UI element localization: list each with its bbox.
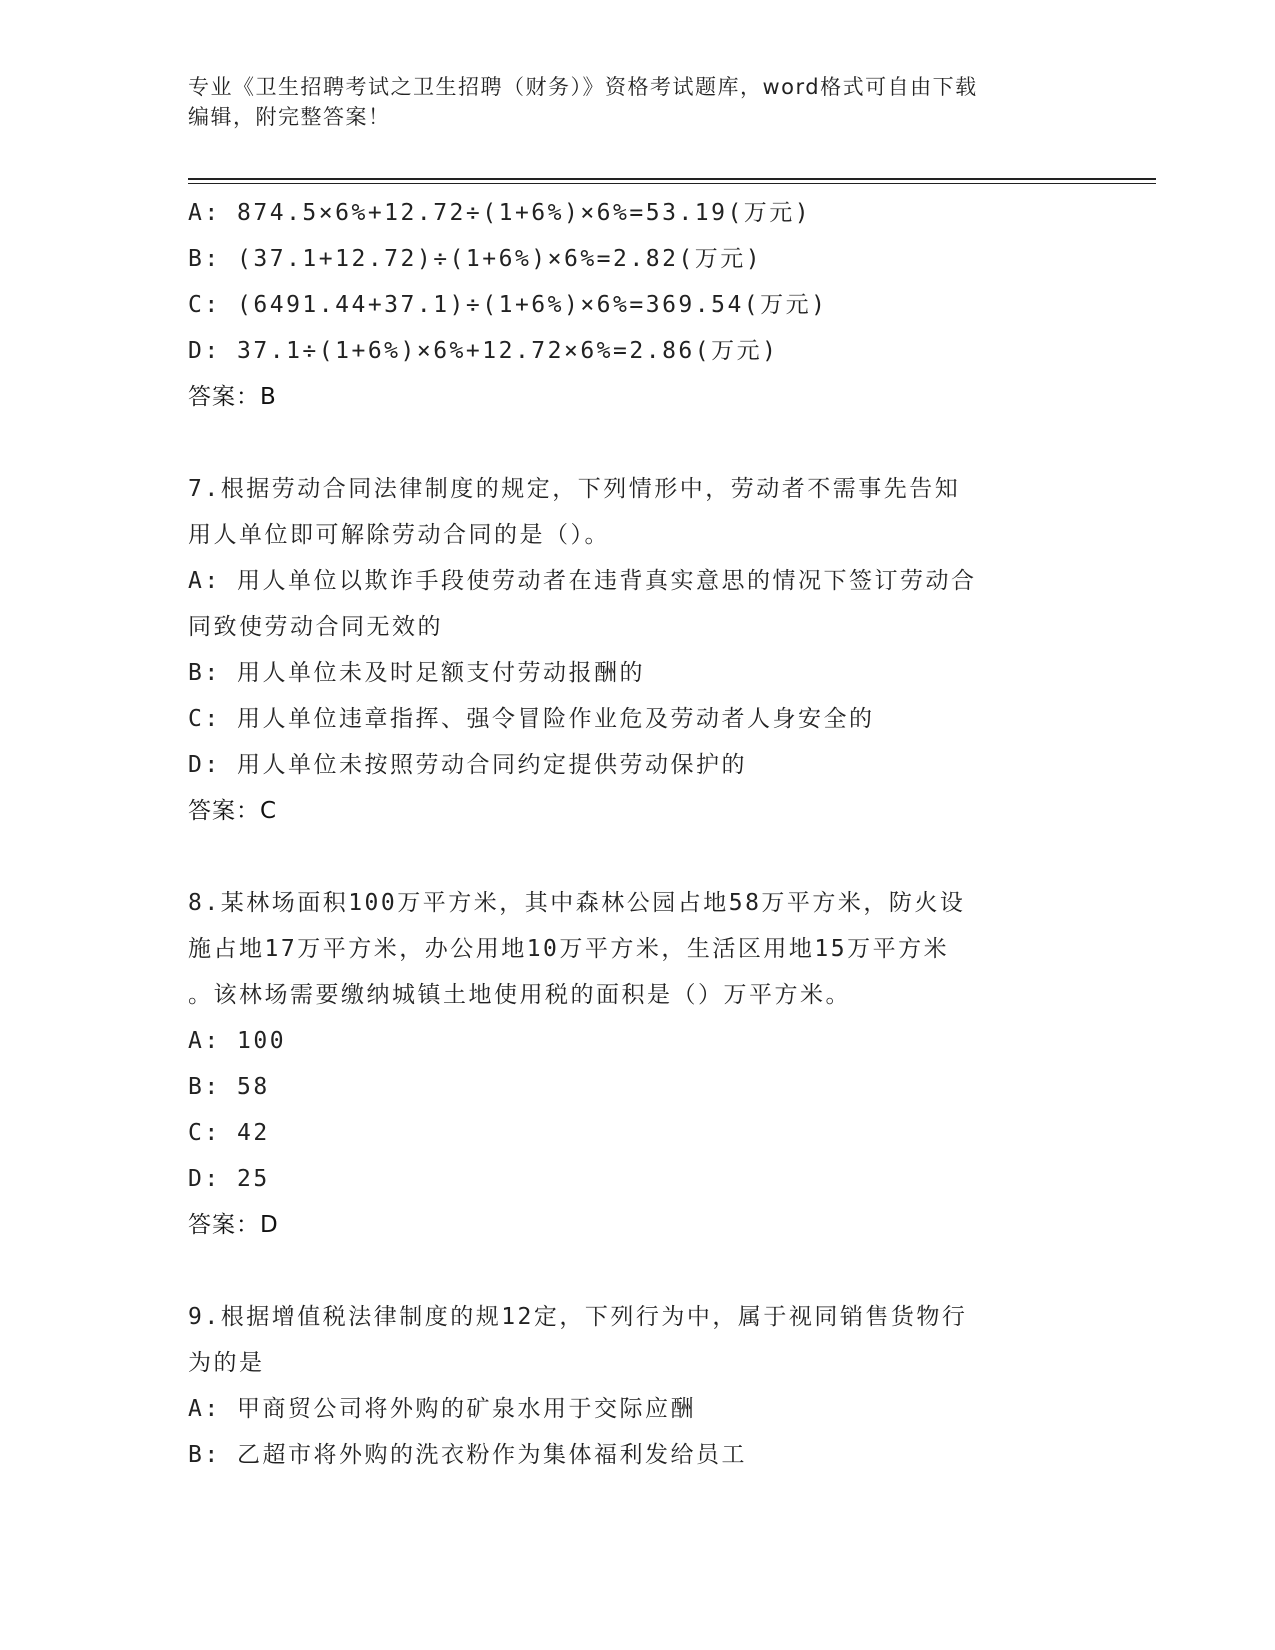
- question-8: [188, 880, 1088, 1248]
- option-a-continued: 同致使劳动合同无效的: [188, 614, 443, 640]
- question-7: [188, 466, 1088, 834]
- question-9: [188, 1294, 1088, 1478]
- spacer: [188, 1248, 1088, 1294]
- option-c: C: 用人单位违章指挥、强令冒险作业危及劳动者人身安全的: [188, 706, 875, 732]
- option-b: B: 58: [188, 1074, 270, 1100]
- spacer: [188, 834, 1088, 880]
- header-line-2: 编辑，附完整答案！: [188, 105, 391, 129]
- spacer: [188, 420, 1088, 466]
- option-d: D: 用人单位未按照劳动合同约定提供劳动保护的: [188, 752, 748, 778]
- document-header: [188, 72, 1088, 132]
- question-stem: 用人单位即可解除劳动合同的是（）。: [188, 522, 610, 548]
- option-b: B: (37.1+12.72)÷(1+6%)×6%=2.82(万元): [188, 246, 763, 272]
- header-line-1: 专业《卫生招聘考试之卫生招聘（财务）》资格考试题库，word格式可自由下载: [188, 75, 978, 99]
- question-stem: 9.根据增值税法律制度的规12定，下列行为中，属于视同销售货物行: [188, 1304, 968, 1330]
- option-b: B: 乙超市将外购的洗衣粉作为集体福利发给员工: [188, 1442, 748, 1468]
- answer: 答案：B: [188, 384, 277, 410]
- option-a: A: 甲商贸公司将外购的矿泉水用于交际应酬: [188, 1396, 697, 1422]
- answer: 答案：C: [188, 798, 278, 824]
- option-a: A: 100: [188, 1028, 287, 1054]
- option-b: B: 用人单位未及时足额支付劳动报酬的: [188, 660, 646, 686]
- option-c: C: 42: [188, 1120, 270, 1146]
- question-list: [188, 190, 1088, 1478]
- question-stem: 施占地17万平方米，办公用地10万平方米，生活区用地15万平方米: [188, 936, 950, 962]
- option-d: D: 25: [188, 1166, 270, 1192]
- question-6: [188, 190, 1088, 420]
- option-a: A: 用人单位以欺诈手段使劳动者在违背真实意思的情况下签订劳动合: [188, 568, 977, 594]
- question-stem: 8.某林场面积100万平方米，其中森林公园占地58万平方米，防火设: [188, 890, 966, 916]
- answer: 答案：D: [188, 1212, 279, 1238]
- header-rule-thick: [188, 178, 1156, 180]
- question-stem: 。该林场需要缴纳城镇土地使用税的面积是（）万平方米。: [188, 982, 851, 1008]
- option-d: D: 37.1÷(1+6%)×6%+12.72×6%=2.86(万元): [188, 338, 779, 364]
- option-a: A: 874.5×6%+12.72÷(1+6%)×6%=53.19(万元): [188, 200, 812, 226]
- option-c: C: (6491.44+37.1)÷(1+6%)×6%=369.54(万元): [188, 292, 828, 318]
- question-stem: 为的是: [188, 1350, 265, 1376]
- header-rule-thin: [188, 183, 1156, 184]
- question-stem: 7.根据劳动合同法律制度的规定，下列情形中，劳动者不需事先告知: [188, 476, 961, 502]
